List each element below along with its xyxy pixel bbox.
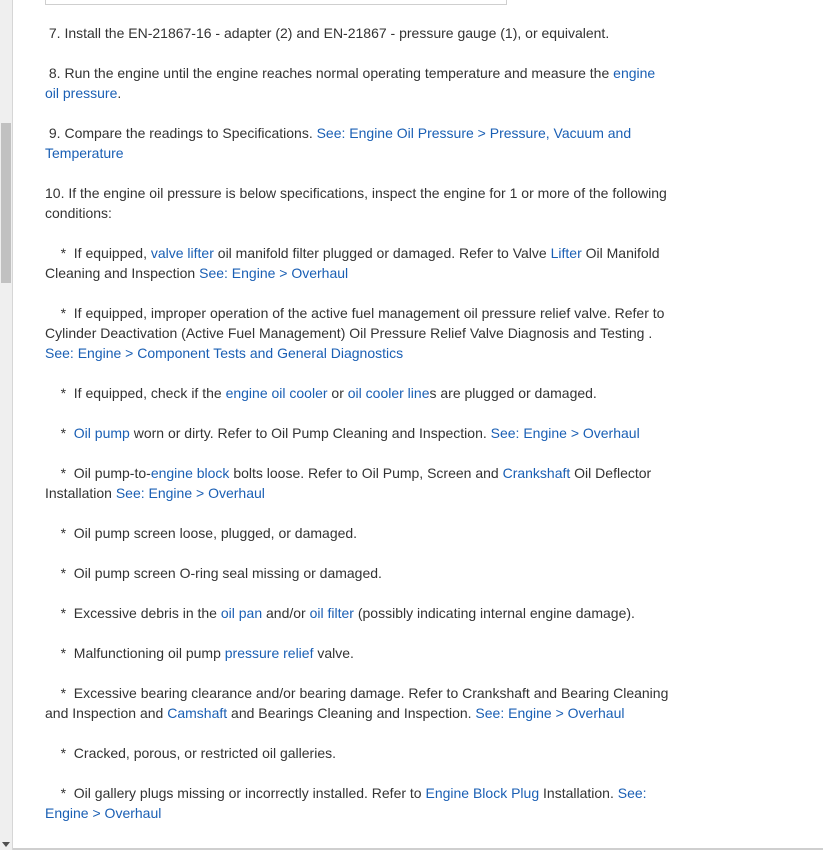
step-paragraph [45, 23, 670, 43]
paragraph-text: oil manifold filter plugged or damaged. Refer to Valve [213, 245, 551, 261]
scrollbar-thumb[interactable] [1, 123, 11, 283]
paragraph-text: valve. [313, 645, 354, 661]
step-paragraph [45, 243, 670, 283]
step-paragraph [45, 63, 670, 103]
reference-link[interactable]: engine oil cooler [225, 385, 328, 401]
step-paragraph [45, 743, 670, 763]
paragraph-text: * If equipped, [45, 245, 151, 261]
paragraph-text: * Oil pump screen O-ring seal missing or damaged. [45, 565, 382, 581]
reference-link[interactable]: Camshaft [167, 705, 228, 721]
paragraph-text: and/or [262, 605, 310, 621]
paragraph-text: * Malfunctioning oil pump [45, 645, 225, 661]
step-paragraph [45, 423, 670, 443]
paragraph-text: * [45, 425, 74, 441]
step-paragraph [45, 603, 670, 623]
paragraph-text: bolts loose. Refer to Oil Pump, Screen and [229, 465, 503, 481]
scroll-down-arrow-icon[interactable] [2, 842, 10, 847]
paragraph-text: . [648, 325, 657, 341]
paragraph-text: * Cracked, porous, or restricted oil galleries. [45, 745, 337, 761]
reference-link[interactable]: Oil pump [73, 425, 130, 441]
reference-link[interactable]: See: Engine > Overhaul [199, 265, 349, 281]
step-paragraph [45, 563, 670, 583]
paragraph-text: 7. Install the EN-21867-16 - adapter (2) and EN-21867 - pressure gauge (1), or equivalent. [45, 25, 610, 41]
step-paragraph [45, 523, 670, 543]
reference-link[interactable]: See: Engine Oil Pressure > Pressure, Vacuum and Temperature [45, 125, 635, 161]
paragraph-text: * Excessive debris in the [45, 605, 221, 621]
reference-link[interactable]: valve lifter [150, 245, 214, 261]
figure-frame-edge [45, 0, 507, 5]
paragraph-text: (possibly indicating internal engine damage). [353, 605, 635, 621]
document-body [45, 23, 673, 843]
reference-link[interactable]: oil pan [220, 605, 263, 621]
step-paragraph [45, 303, 670, 363]
step-paragraph [45, 683, 673, 723]
reference-link[interactable]: oil filter [309, 605, 354, 621]
reference-link[interactable]: See: Engine > Overhaul [475, 705, 625, 721]
step-paragraph [45, 783, 670, 823]
reference-link[interactable]: See: Engine > Component Tests and General Diagnostics [45, 345, 404, 361]
paragraph-text: * Excessive bearing clearance and/or bearing damage. Refer to Crankshaft and Bearing Cleaning and Inspection and [45, 685, 673, 721]
paragraph-text: s are plugged or damaged. [429, 385, 597, 401]
paragraph-text: * Oil pump screen loose, plugged, or damaged. [45, 525, 358, 541]
reference-link[interactable]: See: Engine > Overhaul [490, 425, 640, 441]
paragraph-text: 10. If the engine oil pressure is below specifications, inspect the engine for 1 or more of the following conditions: [45, 185, 671, 221]
step-paragraph [45, 123, 670, 163]
reference-link[interactable]: See: Engine > Overhaul [115, 485, 265, 501]
paragraph-text: Oil Deflector Installation [45, 465, 656, 501]
reference-link[interactable]: engine block [150, 465, 230, 481]
reference-link[interactable]: Lifter [550, 245, 582, 261]
paragraph-text: 8. Run the engine until the engine reaches normal operating temperature and measure the [45, 65, 614, 81]
paragraph-text: worn or dirty. Refer to Oil Pump Cleaning and Inspection. [129, 425, 491, 441]
reference-link[interactable]: Crankshaft [502, 465, 571, 481]
vertical-scrollbar[interactable] [0, 0, 13, 850]
paragraph-text: * If equipped, improper operation of the active fuel management oil pressure relief valve. Refer to Cylinder Deactivation (Active Fuel Management) Oil Pressure Relief Valve Diagnosis and Testing [45, 305, 669, 341]
paragraph-text: * Oil gallery plugs missing or incorrectly installed. Refer to [45, 785, 426, 801]
paragraph-text: * If equipped, check if the [45, 385, 226, 401]
reference-link[interactable]: pressure relief [224, 645, 314, 661]
step-paragraph [45, 463, 670, 503]
step-paragraph [45, 643, 670, 663]
step-paragraph [45, 383, 670, 403]
paragraph-text: 9. Compare the readings to Specifications. [45, 125, 317, 141]
paragraph-text: Installation. [539, 785, 618, 801]
paragraph-text: * Oil pump-to- [45, 465, 151, 481]
paragraph-text: . [117, 85, 122, 101]
paragraph-text: and Bearings Cleaning and Inspection. [227, 705, 476, 721]
reference-link[interactable]: See: Engine > Overhaul [45, 785, 651, 821]
reference-link[interactable]: engine oil pressure [45, 65, 660, 101]
reference-link[interactable]: oil cooler line [347, 385, 430, 401]
reference-link[interactable]: Engine Block Plug [425, 785, 540, 801]
step-paragraph [45, 183, 670, 223]
paragraph-text: or [327, 385, 348, 401]
paragraph-text: Oil Manifold Cleaning and Inspection [45, 245, 664, 281]
